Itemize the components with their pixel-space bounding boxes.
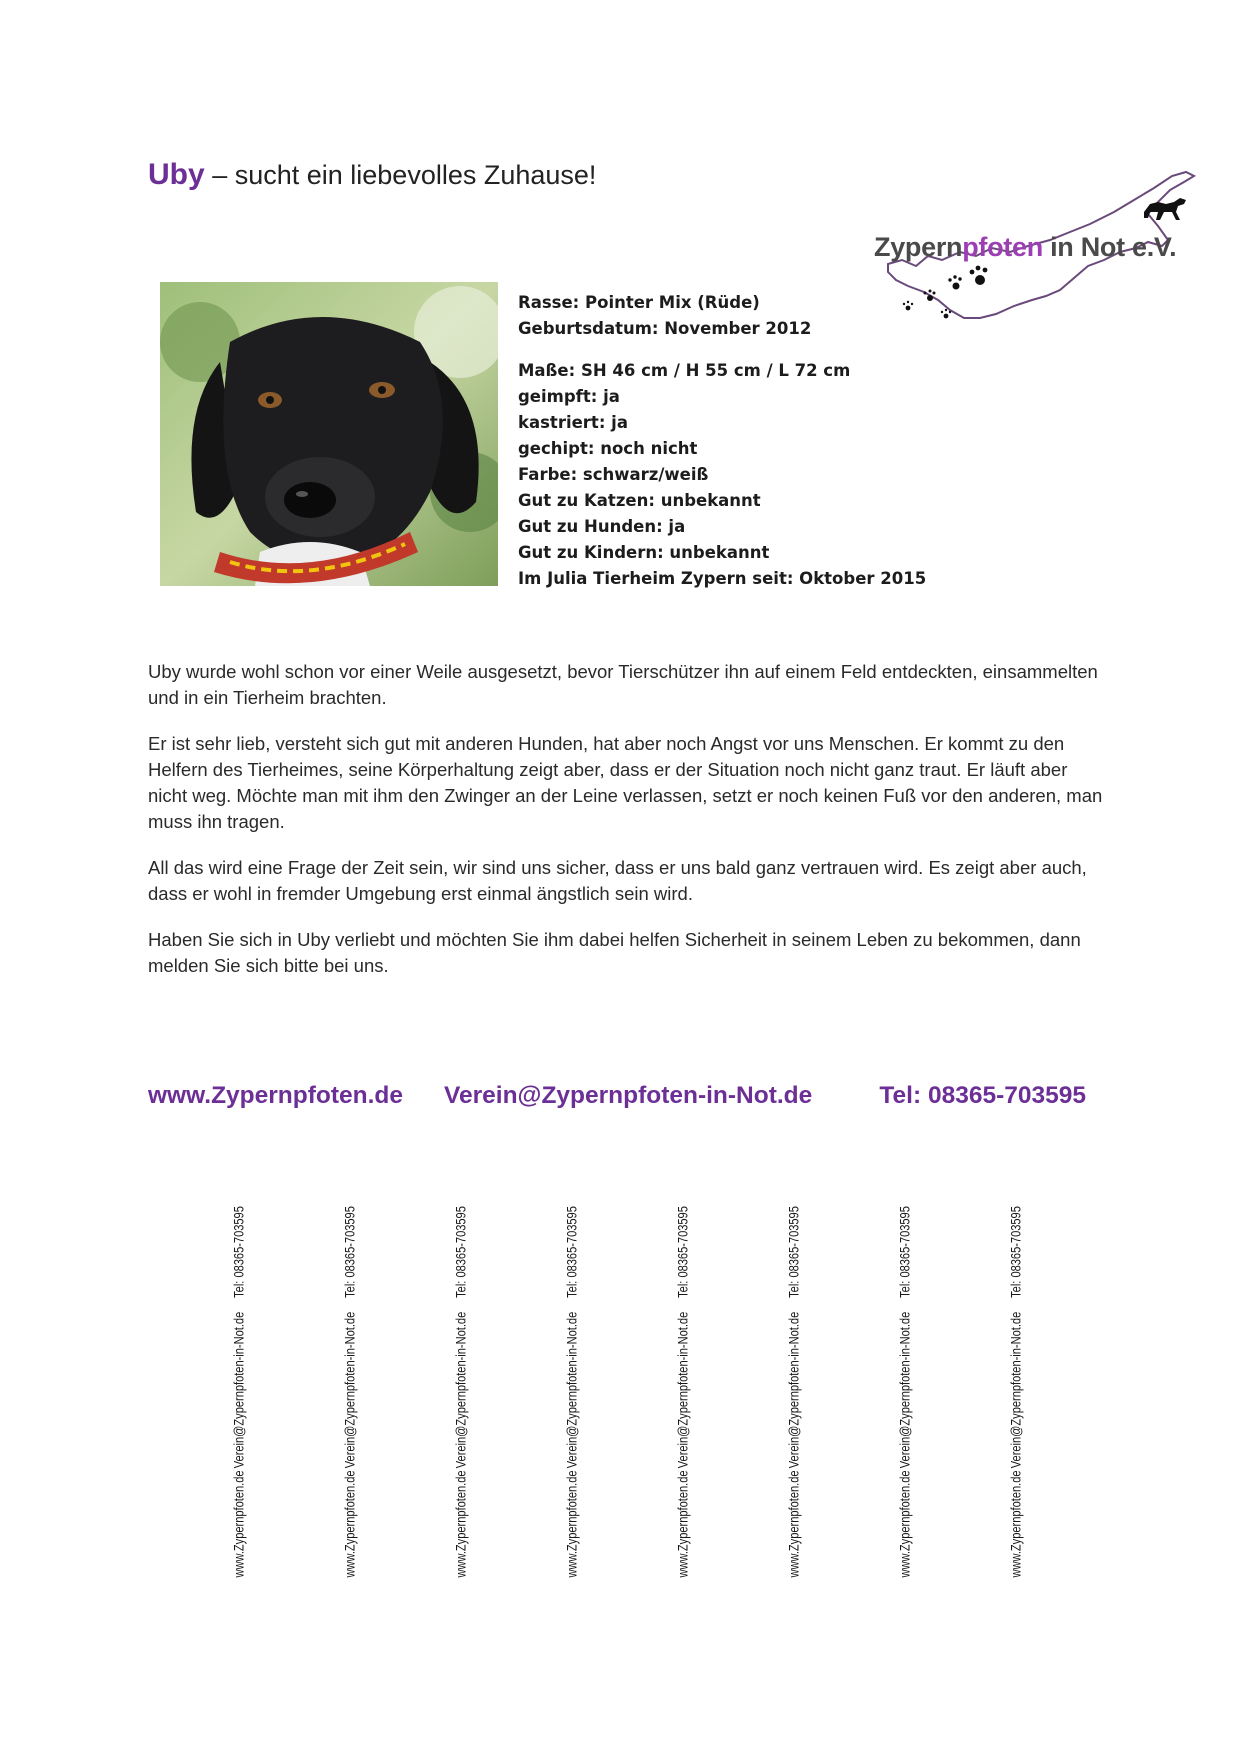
strip-web: www.Zypernpfoten.de [675, 1470, 691, 1578]
fact-children: Gut zu Kindern: unbekannt [518, 543, 770, 562]
dog-photo [160, 282, 498, 586]
tear-off-strip [668, 1192, 698, 1582]
strip-web: www.Zypernpfoten.de [786, 1470, 802, 1578]
strip-phone: Tel: 08365-703595 [453, 1206, 469, 1298]
logo-text-part2: pfoten [962, 232, 1043, 262]
paragraph: All das wird eine Frage der Zeit sein, wir sind uns sicher, dass er uns bald ganz vertrauen wird. Es zeigt aber auch, dass er wohl in fremder Umgebung erst einmal ängstlich sein wird. [148, 857, 1087, 904]
strip-email: Verein@Zypernpfoten-in-Not.de [564, 1311, 580, 1469]
paragraph: Haben Sie sich in Uby verliebt und möchten Sie ihm dabei helfen Sicherheit in seinem Leben zu bekommen, dann melden Sie sich bitte bei uns. [148, 929, 1081, 976]
strip-email: Verein@Zypernpfoten-in-Not.de [897, 1311, 913, 1469]
contact-line [148, 1082, 1086, 1112]
strip-email: Verein@Zypernpfoten-in-Not.de [1008, 1311, 1024, 1469]
logo-wordmark [874, 232, 1176, 263]
strip-phone: Tel: 08365-703595 [897, 1206, 913, 1298]
logo-text-part1: Zypern [874, 232, 963, 262]
strip-web: www.Zypernpfoten.de [1008, 1470, 1024, 1578]
strip-phone: Tel: 08365-703595 [1008, 1206, 1024, 1298]
strip-email: Verein@Zypernpfoten-in-Not.de [231, 1311, 247, 1469]
strip-phone: Tel: 08365-703595 [342, 1206, 358, 1298]
tear-off-strip [1001, 1192, 1031, 1582]
fact-dogs: Gut zu Hunden: ja [518, 517, 686, 536]
fact-neutered: kastriert: ja [518, 413, 628, 432]
paragraph: Er ist sehr lieb, versteht sich gut mit anderen Hunden, hat aber noch Angst vor uns Menschen. Er kommt zu den Helfern des Tierheimes, seine Körperhaltung zeigt aber, dass er der Situation noch nicht ganz traut. Er läuft aber nicht weg. Möchte man mit ihm den Zwinger an der Leine verlassen, setzt er noch keinen Fuß vor den anderen, man muss ihn tragen. [148, 733, 1103, 832]
description [148, 659, 1108, 999]
tear-off-strip [446, 1192, 476, 1582]
email-link[interactable]: Verein@Zypernpfoten-in-Not.de [444, 1082, 813, 1109]
dog-name: Uby [148, 158, 205, 191]
strip-phone: Tel: 08365-703595 [231, 1206, 247, 1298]
strip-web: www.Zypernpfoten.de [897, 1470, 913, 1578]
strip-email: Verein@Zypernpfoten-in-Not.de [342, 1311, 358, 1469]
paragraph: Uby wurde wohl schon vor einer Weile ausgesetzt, bevor Tierschützer ihn auf einem Feld entdeckten, einsammelten und in ein Tierheim brachten. [148, 661, 1098, 708]
tear-off-strip [557, 1192, 587, 1582]
strip-email: Verein@Zypernpfoten-in-Not.de [675, 1311, 691, 1469]
title-tagline: – sucht ein liebevolles Zuhause! [204, 160, 597, 190]
fact-breed: Rasse: Pointer Mix (Rüde) [518, 293, 760, 312]
fact-birthdate: Geburtsdatum: November 2012 [518, 319, 812, 338]
strip-email: Verein@Zypernpfoten-in-Not.de [453, 1311, 469, 1469]
strip-web: www.Zypernpfoten.de [231, 1470, 247, 1578]
fact-shelter-since: Im Julia Tierheim Zypern seit: Oktober 2015 [518, 569, 927, 588]
fact-measurements: Maße: SH 46 cm / H 55 cm / L 72 cm [518, 361, 851, 380]
website-link[interactable]: www.Zypernpfoten.de [148, 1082, 403, 1109]
tear-off-strip [779, 1192, 809, 1582]
page-title [148, 158, 596, 192]
strip-phone: Tel: 08365-703595 [564, 1206, 580, 1298]
tear-off-strip [890, 1192, 920, 1582]
logo-text-part3: in Not e.V. [1042, 232, 1177, 262]
strip-web: www.Zypernpfoten.de [453, 1470, 469, 1578]
strip-web: www.Zypernpfoten.de [564, 1470, 580, 1578]
strip-phone: Tel: 08365-703595 [786, 1206, 802, 1298]
phone-number[interactable]: Tel: 08365-703595 [879, 1082, 1086, 1109]
dog-facts [518, 290, 926, 592]
strip-web: www.Zypernpfoten.de [342, 1470, 358, 1578]
tear-off-strip [224, 1192, 254, 1582]
tear-off-strip [335, 1192, 365, 1582]
fact-color: Farbe: schwarz/weiß [518, 465, 709, 484]
fact-cats: Gut zu Katzen: unbekannt [518, 491, 761, 510]
fact-chipped: gechipt: noch nicht [518, 439, 698, 458]
fact-vaccinated: geimpft: ja [518, 387, 620, 406]
strip-email: Verein@Zypernpfoten-in-Not.de [786, 1311, 802, 1469]
strip-phone: Tel: 08365-703595 [675, 1206, 691, 1298]
